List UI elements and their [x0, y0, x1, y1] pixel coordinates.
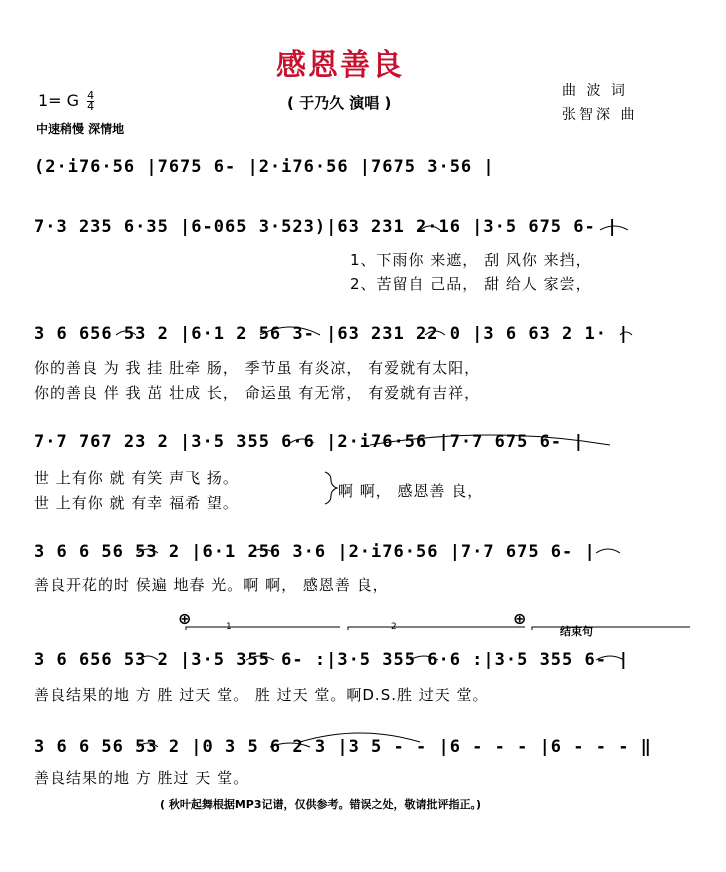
lyric-line-6: 善良结果的地 方 胜 过天 堂。 胜 过天 堂。啊D.S.胜 过天 堂。: [34, 686, 489, 704]
score-line-3: 3 6 656 53 2 |6·1 2 56 3- |63 231 22 0 |3 6 63 2 1· |: [34, 324, 630, 344]
composer-credit: 张智深 曲: [562, 107, 638, 123]
volta-1-number: 1: [226, 622, 232, 632]
key-text: 1= G: [38, 91, 80, 110]
lyric-line-5: 善良开花的时 侯遍 地春 光。啊 啊， 感恩善 良，: [34, 576, 389, 594]
score-line-6: 3 6 656 53 2 |3·5 355 6- :|3·5 355 6·6 :|3·5 355 6- |: [34, 650, 630, 670]
song-title: 感恩善良: [276, 48, 404, 83]
score-line-2: 7·3 235 6·35 |6-065 3·523)|63 231 2·16 |3·5 675 6- |: [34, 217, 619, 237]
volta-brackets: [186, 627, 690, 630]
footer-note: ( 秋叶起舞根据MP3记谱，仅供参考。错误之处，敬请批评指正。): [160, 798, 482, 811]
lyric-verse1-c: 世 上有你 就 有笑 声飞 扬。: [34, 469, 239, 487]
time-bottom: 4: [87, 100, 95, 113]
volta-2-number: 2: [391, 622, 397, 632]
lyric-verse2-c: 世 上有你 就 有幸 福希 望。: [34, 494, 239, 512]
tempo-marking: 中速稍慢 深情地: [36, 122, 125, 136]
lyric-verse2-a: 2、苦留自 己品， 甜 给人 家尝，: [350, 275, 592, 293]
lyric-ah-c: 啊 啊， 感恩善 良，: [338, 482, 484, 500]
time-top: 4: [87, 89, 95, 102]
score-line-7: 3 6 6 56 53 2 |0 3 5 6 2 3 |3 5 - - |6 - - - |6 - - - ‖: [34, 737, 652, 757]
coda-sign-2: ⊕: [513, 609, 527, 628]
ending-label: 结束句: [560, 625, 593, 638]
score-line-5: 3 6 6 56 53 2 |6·1 256 3·6 |2·i76·56 |7·7 675 6- |: [34, 542, 596, 562]
score-line-1: (2·i76·56 |7675 6- |2·i76·56 |7675 3·56 |: [34, 157, 495, 177]
lyric-verse1-a: 1、下雨你 来遮， 刮 风你 来挡，: [350, 251, 592, 269]
lyric-verse1-b: 你的善良 为 我 挂 肚牵 肠， 季节虽 有炎凉， 有爱就有太阳，: [34, 359, 481, 377]
coda-sign-1: ⊕: [178, 609, 192, 628]
lyricist-credit: 曲 波 词: [562, 83, 628, 99]
score-line-4: 7·7 767 23 2 |3·5 355 6·6 |2·i76·56 |7·7 675 6- |: [34, 432, 585, 452]
slurs: [116, 226, 632, 747]
lyric-line-7: 善良结果的地 方 胜过 天 堂。: [34, 769, 250, 787]
singer-credit: ( 于乃久 演唱 ): [287, 94, 392, 112]
lyric-verse2-b: 你的善良 伴 我 茁 壮成 长， 命运虽 有无常， 有爱就有吉祥，: [34, 384, 481, 402]
verse-brace: [325, 472, 337, 504]
